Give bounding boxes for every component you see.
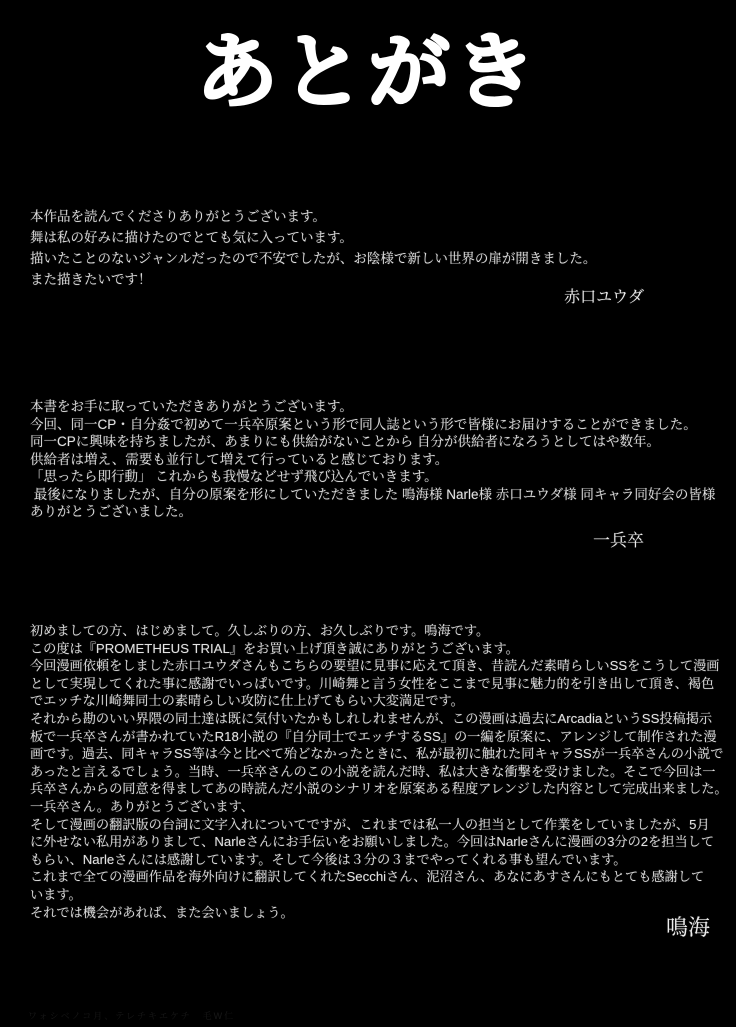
text-line: この度は『PROMETHEUS TRIAL』をお買い上げ頂き誠にありがとうございます。 xyxy=(30,640,519,656)
text-line: 本作品を読んでくださりありがとうございます。 xyxy=(30,209,326,224)
text-line: 最後になりましたが、自分の原案を形にしていただきました 鳴海様 Narle様 赤口ユウダ様 同キャラ同好会の皆様 xyxy=(30,486,716,502)
text-line: これまで全ての漫画作品を海外向けに翻訳してくれたSecchiさん、泥沼さん、あなにあすさんにもとても感謝して xyxy=(30,869,705,885)
text-line: 兵卒さんからの同意を得ましてあの時読んだ小説のシナリオを原案ある程度アレンジした内容として完成出来ました。 xyxy=(30,781,728,797)
afterword-paragraph-akaguchi xyxy=(30,206,596,290)
text-line: 今回、同一CP・自分姦で初めて一兵卒原案という形で同人誌という形で皆様にお届けすることができました。 xyxy=(30,416,697,432)
text-line: でエッチな川崎舞同士の素晴らしい攻防に仕上げてもらい大変満足です。 xyxy=(30,693,464,709)
text-line: 同一CPに興味を持ちましたが、あまりにも供給がないことから 自分が供給者になろうとしてはや数年。 xyxy=(30,434,661,449)
page-title: あとがき xyxy=(195,27,540,118)
text-line: そして漫画の翻訳版の台詞に文字入れについてですが、これまでは私一人の担当として作業をしていましたが、5月 xyxy=(30,816,710,832)
afterword-paragraph-ippeisotsu xyxy=(30,398,715,521)
text-line: ありがとうございました。 xyxy=(30,504,192,519)
text-line: として実現してくれた事に感謝でいっぱいです。川崎舞と言う女性をここまで見事に魅力的を引き出して頂き、褐色 xyxy=(30,675,715,691)
text-line: に外せない私用がありまして、Narleさんにお手伝いをお願いしました。今回はNarleさんに漫画の3分の2を担当して xyxy=(30,834,715,850)
afterword-paragraph-narumi xyxy=(30,622,728,921)
faint-footer-text: ワォシベノコ月、テレチキエケチ 毛W仁 xyxy=(28,1011,236,1021)
text-line: それでは機会があれば、また会いましょう。 xyxy=(30,904,294,920)
text-line: 舞は私の好みに描けたのでとても気に入っています。 xyxy=(30,230,353,245)
text-line: 初めましての方、はじめまして。久しぶりの方、お久しぶりです。鳴海です。 xyxy=(30,623,490,638)
text-line: 描いたことのないジャンルだったので不安でしたが、お陰様で新しい世界の扉が開きました。 xyxy=(30,251,597,266)
text-line: 本書をお手に取っていただきありがとうございます。 xyxy=(30,399,353,414)
text-line: もらい、Narleさんには感謝しています。そして今後は３分の３までやってくれる事も望んでいます。 xyxy=(30,851,627,867)
author-signature-narumi: 鳴海 xyxy=(665,915,710,940)
text-line: それから勘のいい界隈の同士達は既に気付いたかもしれしれませんが、この漫画は過去にArcadiaというSS投稿掲示 xyxy=(30,710,713,726)
text-line: 今回漫画依頼をしました赤口ユウダさんもこちらの要望に見事に応えて頂き、昔読んだ素晴らしいSSをこうして漫画 xyxy=(30,658,720,674)
text-line: あったと言えるでしょう。当時、一兵卒さんのこの小説を読んだ時、私は大きな衝撃を受けました。そこで今回は一 xyxy=(30,763,716,779)
text-line: また描きたいです！ xyxy=(30,272,152,287)
text-line: 供給者は増え、需要も並行して増えて行っていると感じております。 xyxy=(30,451,449,467)
author-signature-akaguchi: 赤口ユウダ xyxy=(564,289,644,306)
text-line: 「思ったら即行動」 これからも我慢などせず飛び込んでいきます。 xyxy=(30,469,438,484)
text-line: います。 xyxy=(30,886,82,902)
text-line: 板で一兵卒さんが書かれていたR18小説の『自分同士でエッチするSS』の一編を原案に、アレンジして制作された漫 xyxy=(30,728,717,744)
author-signature-ippeisotsu: 一兵卒 xyxy=(593,531,644,550)
text-line: 一兵卒さん。ありがとうございます、 xyxy=(30,798,254,814)
text-line: 画です。過去、同キャラSS等は今と比べて殆どなかったときに、私が最初に触れた同キャラSSが一兵卒さんの小説で xyxy=(30,746,724,762)
